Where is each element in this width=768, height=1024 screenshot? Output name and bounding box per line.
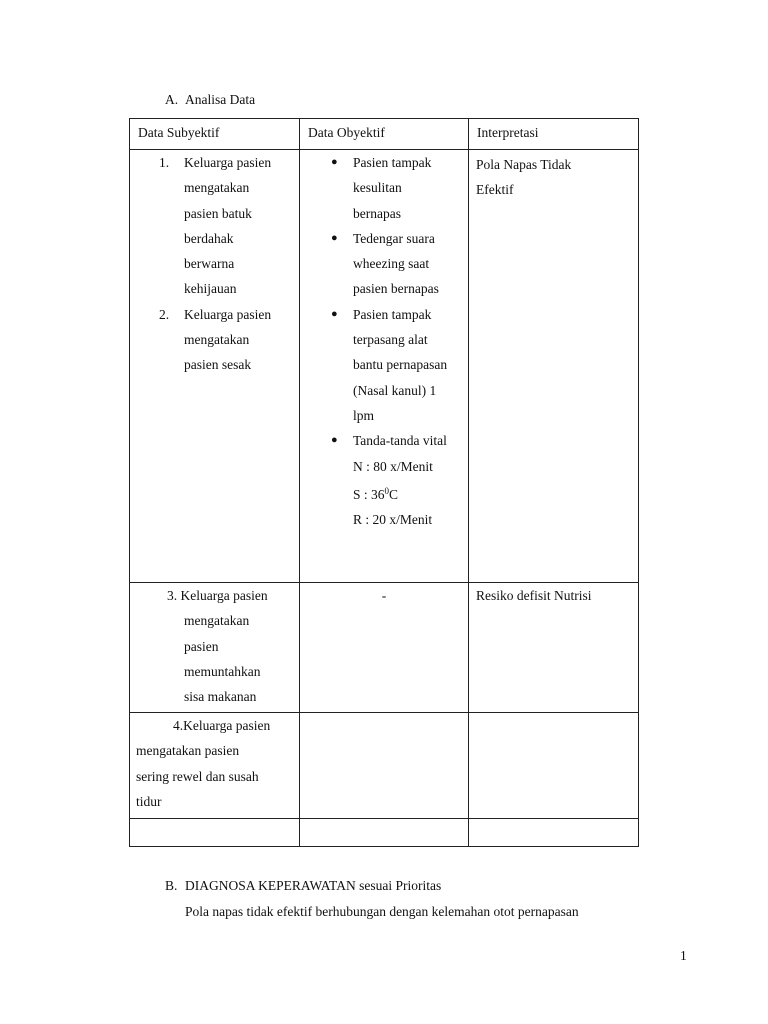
- header-cell-interpretation: Interpretasi: [469, 119, 639, 150]
- header-cell-subjective: Data Subyektif: [130, 119, 300, 150]
- list-item: 1. Keluarga pasien mengatakan pasien batuk berdahak berwarna kehijauan: [159, 155, 272, 297]
- vital-signs: [300, 454, 468, 533]
- header-cell-objective: Data Obyektif: [300, 119, 469, 150]
- objective-cell: [300, 150, 469, 583]
- bullet-icon: ●: [331, 307, 338, 320]
- section-b-title: DIAGNOSA KEPERAWATAN sesuai Prioritas: [185, 878, 442, 893]
- section-a-heading: [165, 92, 255, 108]
- analysis-table: [129, 118, 639, 847]
- empty-cell: [130, 819, 300, 847]
- list-item: ● Tanda-tanda vital: [300, 428, 468, 453]
- objective-cell: -: [300, 583, 469, 713]
- section-a-title: Analisa Data: [185, 92, 256, 107]
- vital-temperature: S : $36^0C$: [353, 485, 399, 502]
- vital-pulse: N : 80 x/Menit: [353, 458, 433, 474]
- section-b-number: B.: [165, 878, 178, 893]
- interpretation-cell: Resiko defisit Nutrisi: [469, 583, 639, 713]
- page-number: 1: [680, 948, 687, 963]
- subjective-cell: 3. Keluarga pasien mengatakan pasien memuntahkan sisa makanan: [130, 583, 300, 713]
- table-header-row: [130, 119, 639, 150]
- table-row: [130, 583, 639, 713]
- list-item: 2. Keluarga pasien mengatakan pasien sesak: [159, 306, 272, 373]
- interpretation-cell: [469, 713, 639, 819]
- list-item: ● Tedengar suara wheezing saat pasien bernapas: [300, 226, 468, 302]
- objective-cell: [300, 713, 469, 819]
- section-a-number: A.: [165, 92, 179, 107]
- interpretation-cell: Pola Napas Tidak Efektif: [469, 150, 639, 583]
- table-row: [130, 150, 639, 583]
- list-item: ● Pasien tampak terpasang alat bantu pernapasan (Nasal kanul) 1 lpm: [300, 302, 468, 428]
- subjective-cell: [130, 150, 300, 583]
- bullet-icon: ●: [331, 156, 338, 168]
- list-item: ● Pasien tampak kesulitan bernapas: [300, 150, 468, 226]
- table-row: [130, 713, 639, 819]
- diagnosis-text: Pola napas tidak efektif berhubungan dengan kelemahan otot pernapasan: [185, 904, 579, 919]
- bullet-icon: ●: [331, 231, 338, 244]
- empty-cell: [469, 819, 639, 847]
- subjective-cell: 4.Keluarga pasien mengatakan pasien sering rewel dan susah tidur: [130, 713, 300, 819]
- bullet-icon: ●: [331, 434, 338, 447]
- empty-cell: [300, 819, 469, 847]
- section-b-heading: [165, 878, 441, 894]
- table-row: [130, 819, 639, 847]
- vital-respiration: R : 20 x/Menit: [353, 512, 433, 528]
